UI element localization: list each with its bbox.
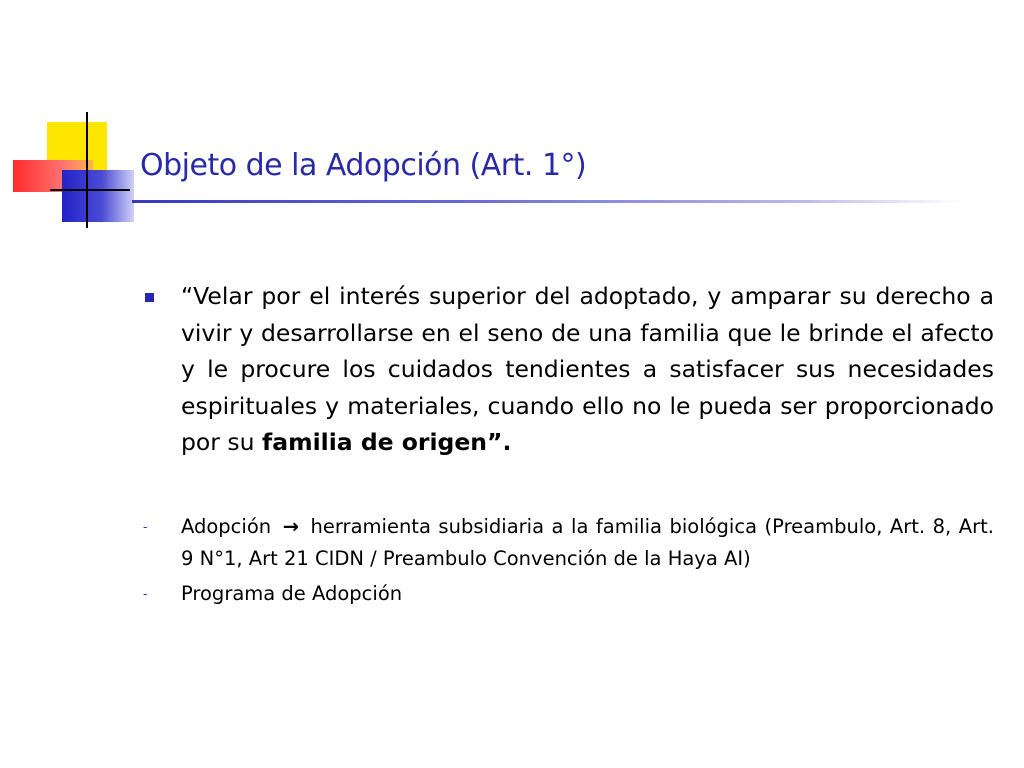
slide-content xyxy=(140,278,994,613)
slide-title: Objeto de la Adopción (Art. 1°) xyxy=(140,148,587,183)
sub-bullet-lead: Adopción xyxy=(181,514,272,538)
sub-bullet-item xyxy=(140,511,994,575)
main-bullet-bold-text: familia de origen”. xyxy=(262,428,512,456)
decor-blue-square xyxy=(62,170,134,222)
dash-bullet-icon: - xyxy=(143,519,148,534)
main-bullet-text: “Velar por el interés superior del adoptado, y amparar su derecho a vivir y desarrollarse en el seno de una familia que le brinde el afecto y le procure los cuidados tendientes a satisfacer sus necesidades espirituales y materiales, cuando ello no le pueda ser proporcionado por su xyxy=(181,282,994,456)
sub-bullet-text: Programa de Adopción xyxy=(181,581,403,605)
dash-bullet-icon: - xyxy=(143,586,148,601)
right-arrow-icon: → xyxy=(282,514,299,538)
decor-vertical-line xyxy=(86,112,88,228)
decor-horizontal-line xyxy=(50,189,130,191)
main-bullet-item xyxy=(140,278,994,461)
sub-bullet-item xyxy=(140,578,994,610)
square-bullet-icon xyxy=(145,293,154,302)
sub-bullet-text: herramienta subsidiaria a la familia biológica (Preambulo, Art. 8, Art. 9 N°1, Art 21 CIDN / Preambulo Convención de la Haya AI) xyxy=(181,514,994,570)
sub-bullet-list xyxy=(140,511,994,610)
title-underline xyxy=(132,200,962,203)
